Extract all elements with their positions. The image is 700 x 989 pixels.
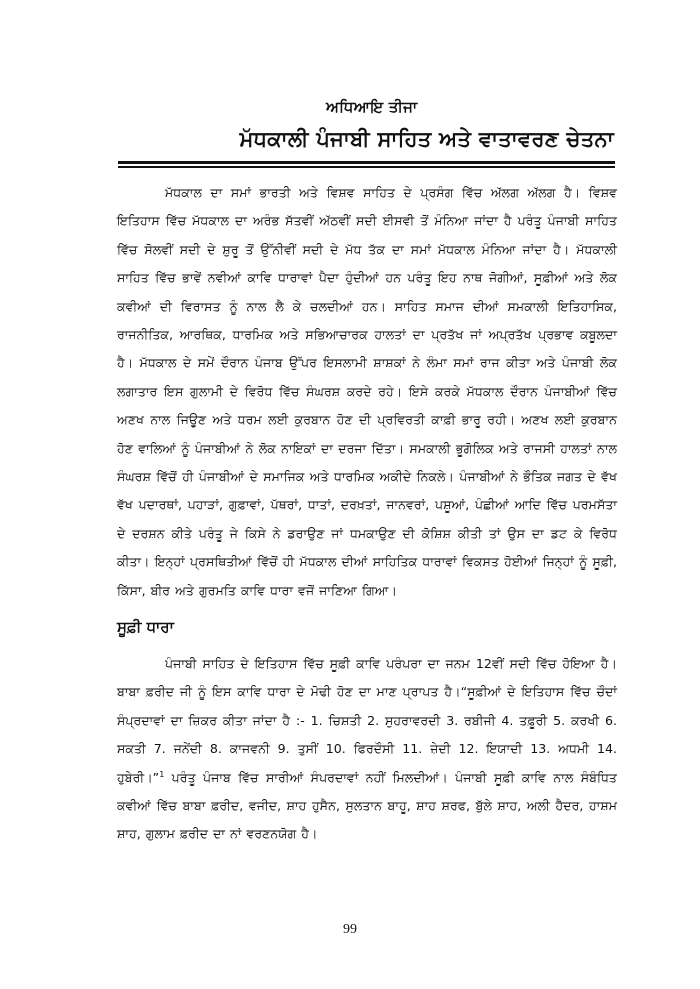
section-heading-sufi: ਸੂਫ਼ੀ ਧਾਰਾ — [117, 618, 174, 636]
chapter-label: ਅਧਿਆਇ ਤੀਜਾ — [326, 98, 418, 116]
intro-paragraph: ਮੱਧਕਾਲ ਦਾ ਸਮਾਂ ਭਾਰਤੀ ਅਤੇ ਵਿਸ਼ਵ ਸਾਹਿਤ ਦੇ ਪ੍ਰਸੰਗ ਵਿੱਚ ਅੱਲਗ ਅੱਲਗ ਹੈ। ਵਿਸ਼ਵ ਇਤਿਹਾਸ ਵਿੱਚ ਮੱਧਕਾਲ ਦਾ ਅਰੰਭ ਸੱਤਵੀਂ ਅੱਠਵੀਂ ਸਦੀ ਈਸਵੀ ਤੋਂ ਮੰਨਿਆ ਜਾਂਦਾ ਹੈ ਪਰੰਤੂ ਪੰਜਾਬੀ ਸਾਹਿਤ ਵਿੱਚ ਸੋਲਵੀਂ ਸਦੀ ਦੇ ਸ਼ੁਰੂ ਤੋਂ ਉੱਨੀਵੀਂ ਸਦੀ ਦੇ ਮੱਧ ਤੱਕ ਦਾ ਸਮਾਂ ਮੱਧਕਾਲ ਮੰਨਿਆ ਜਾਂਦਾ ਹੈ। ਮੱਧਕਾਲੀ ਸਾਹਿਤ ਵਿੱਚ ਭਾਵੇਂ ਨਵੀਆਂ ਕਾਵਿ ਧਾਰਾਵਾਂ ਪੈਦਾ ਹੁੰਦੀਆਂ ਹਨ ਪਰੰਤੂ ਇਹ ਨਾਥ ਜੋਗੀਆਂ, ਸੂਫ਼ੀਆਂ ਅਤੇ ਲੋਕ ਕਵੀਆਂ ਦੀ ਵਿਰਾਸਤ ਨੂੰ ਨਾਲ ਲੈ ਕੇ ਚਲਦੀਆਂ ਹਨ। ਸਾਹਿਤ ਸਮਾਜ ਦੀਆਂ ਸਮਕਾਲੀ ਇਤਿਹਾਸਿਕ, ਰਾਜਨੀਤਿਕ, ਆਰਥਿਕ, ਧਾਰਮਿਕ ਅਤੇ ਸਭਿਆਚਾਰਕ ਹਾਲਤਾਂ ਦਾ ਪ੍ਰਤੱਖ ਜਾਂ ਅਪ੍ਰਤੱਖ ਪ੍ਰਭਾਵ ਕਬੂਲਦਾ ਹੈ। ਮੱਧਕਾਲ ਦੇ ਸਮੇਂ ਦੌਰਾਨ ਪੰਜਾਬ ਉੱਪਰ ਇਸਲਾਮੀ ਸ਼ਾਸ਼ਕਾਂ ਨੇ ਲੰਮਾ ਸਮਾਂ ਰਾਜ ਕੀਤਾ ਅਤੇ ਪੰਜਾਬੀ ਲੋਕ ਲਗਾਤਾਰ ਇਸ ਗੁਲਾਮੀ ਦੇ ਵਿਰੋਧ ਵਿੱਚ ਸੰਘਰਸ਼ ਕਰਦੇ ਰਹੇ। ਇਸੇ ਕਰਕੇ ਮੱਧਕਾਲ ਦੌਰਾਨ ਪੰਜਾਬੀਆਂ ਵਿੱਚ ਅਣਖ ਨਾਲ ਜਿਊਣ ਅਤੇ ਧਰਮ ਲਈ ਕੁਰਬਾਨ ਹੋਣ ਦੀ ਪ੍ਰਵਿਰਤੀ ਕਾਫ਼ੀ ਭਾਰੂ ਰਹੀ। ਅਣਖ ਲਈ ਕੁਰਬਾਨ ਹੋਣ ਵਾਲਿਆਂ ਨੂੰ ਪੰਜਾਬੀਆਂ ਨੇ ਲੋਕ ਨਾਇਕਾਂ ਦਾ ਦਰਜਾ ਦਿੱਤਾ। ਸਮਕਾਲੀ ਭੂਗੋਲਿਕ ਅਤੇ ਰਾਜਸੀ ਹਾਲਤਾਂ ਨਾਲ ਸੰਘਰਸ਼ ਵਿੱਚੋਂ ਹੀ ਪੰਜਾਬੀਆਂ ਦੇ ਸਮਾਜਿਕ ਅਤੇ ਧਾਰਮਿਕ ਅਕੀਦੇ ਨਿਕਲੇ। ਪੰਜਾਬੀਆਂ ਨੇ ਭੌਤਿਕ ਜਗਤ ਦੇ ਵੱਖ ਵੱਖ ਪਦਾਰਥਾਂ, ਪਹਾੜਾਂ, ਗੁਫ਼ਾਵਾਂ, ਪੱਥਰਾਂ, ਧਾਤਾਂ, ਦਰਖ਼ਤਾਂ, ਜਾਨਵਰਾਂ, ਪਸ਼ੂਆਂ, ਪੰਛੀਆਂ ਆਦਿ ਵਿੱਚ ਪਰਮਸੱਤਾ ਦੇ ਦਰਸ਼ਨ ਕੀਤੇ ਪਰੰਤੂ ਜੇ ਕਿਸੇ ਨੇ ਡਰਾਉਣ ਜਾਂ ਧਮਕਾਉਣ ਦੀ ਕੋਸ਼ਿਸ਼ ਕੀਤੀ ਤਾਂ ਉਸ ਦਾ ਡਟ ਕੇ ਵਿਰੋਧ ਕੀਤਾ। ਇਨ੍ਹਾਂ ਪ੍ਰਸਥਿਤੀਆਂ ਵਿੱਚੋਂ ਹੀ ਮੱਧਕਾਲ ਦੀਆਂ ਸਾਹਿਤਿਕ ਧਾਰਾਵਾਂ ਵਿਕਸਤ ਹੋਈਆਂ ਜਿਨ੍ਹਾਂ ਨੂੰ ਸੂਫ਼ੀ, ਕਿੱਸਾ, ਬੀਰ ਅਤੇ ਗੁਰਮਤਿ ਕਾਵਿ ਧਾਰਾ ਵਜੋਂ ਜਾਣਿਆ ਗਿਆ। — [117, 185, 617, 598]
footnote-marker[interactable]: 1 — [159, 769, 165, 779]
title-rule-bottom — [118, 166, 615, 168]
chapter-title: ਮੱਧਕਾਲੀ ਪੰਜਾਬੀ ਸਾਹਿਤ ਅਤੇ ਵਾਤਾਵਰਣ ਚੇਤਨਾ — [239, 127, 614, 151]
sufi-section — [117, 650, 617, 849]
title-rule-top — [118, 161, 615, 164]
page-number: 99 — [343, 922, 357, 937]
sufi-paragraph-text-1: ਪੰਜਾਬੀ ਸਾਹਿਤ ਦੇ ਇਤਿਹਾਸ ਵਿੱਚ ਸੂਫ਼ੀ ਕਾਵਿ ਪਰੰਪਰਾ ਦਾ ਜਨਮ 12ਵੀਂ ਸਦੀ ਵਿੱਚ ਹੋਇਆ ਹੈ। ਬਾਬਾ ਫ਼ਰੀਦ ਜੀ ਨੂੰ ਇਸ ਕਾਵਿ ਧਾਰਾ ਦੇ ਮੋਢੀ ਹੋਣ ਦਾ ਮਾਣ ਪ੍ਰਾਪਤ ਹੈ।“ਸੂਫ਼ੀਆਂ ਦੇ ਇਤਿਹਾਸ ਵਿੱਚ ਚੌਦਾਂ ਸੰਪ੍ਰਦਾਵਾਂ ਦਾ ਜ਼ਿਕਰ ਕੀਤਾ ਜਾਂਦਾ ਹੈ :- 1. ਚਿਸ਼ਤੀ 2. ਸੁਹਰਾਵਰਦੀ 3. ਰਬੀਜੀ 4. ਤਫ਼ੂਰੀ 5. ਕਰਖੀ 6. ਸਕਤੀ 7. ਜਨੇਂਦੀ 8. ਕਾਜਵਨੀ 9. ਤੁਸੀਂ 10. ਫਿਰਦੌਸੀ 11. ਜ਼ੇਦੀ 12. ਇਯਾਦੀ 13. ਅਧਮੀ 14. ਹੁਬੇਰੀ।” — [117, 656, 617, 785]
intro-section — [117, 179, 617, 605]
sufi-paragraph — [117, 650, 617, 849]
sufi-paragraph-text-2: ਪਰੰਤੂ ਪੰਜਾਬ ਵਿੱਚ ਸਾਰੀਆਂ ਸੰਪਰਦਾਵਾਂ ਨਹੀਂ ਮਿਲਦੀਆਂ। ਪੰਜਾਬੀ ਸੂਫ਼ੀ ਕਾਵਿ ਨਾਲ ਸੰਬੰਧਿਤ ਕਵੀਆਂ ਵਿੱਚ ਬਾਬਾ ਫ਼ਰੀਦ, ਵਜੀਦ, ਸ਼ਾਹ ਹੁਸੈਨ, ਸੁਲਤਾਨ ਬਾਹੂ, ਸ਼ਾਹ ਸ਼ਰਫ, ਬੁੱਲੇ ਸ਼ਾਹ, ਅਲੀ ਹੈਦਰ, ਹਾਸ਼ਮ ਸ਼ਾਹ, ਗੁਲਾਮ ਫ਼ਰੀਦ ਦਾ ਨਾਂ ਵਰਣਨਯੋਗ ਹੈ। — [117, 769, 617, 842]
